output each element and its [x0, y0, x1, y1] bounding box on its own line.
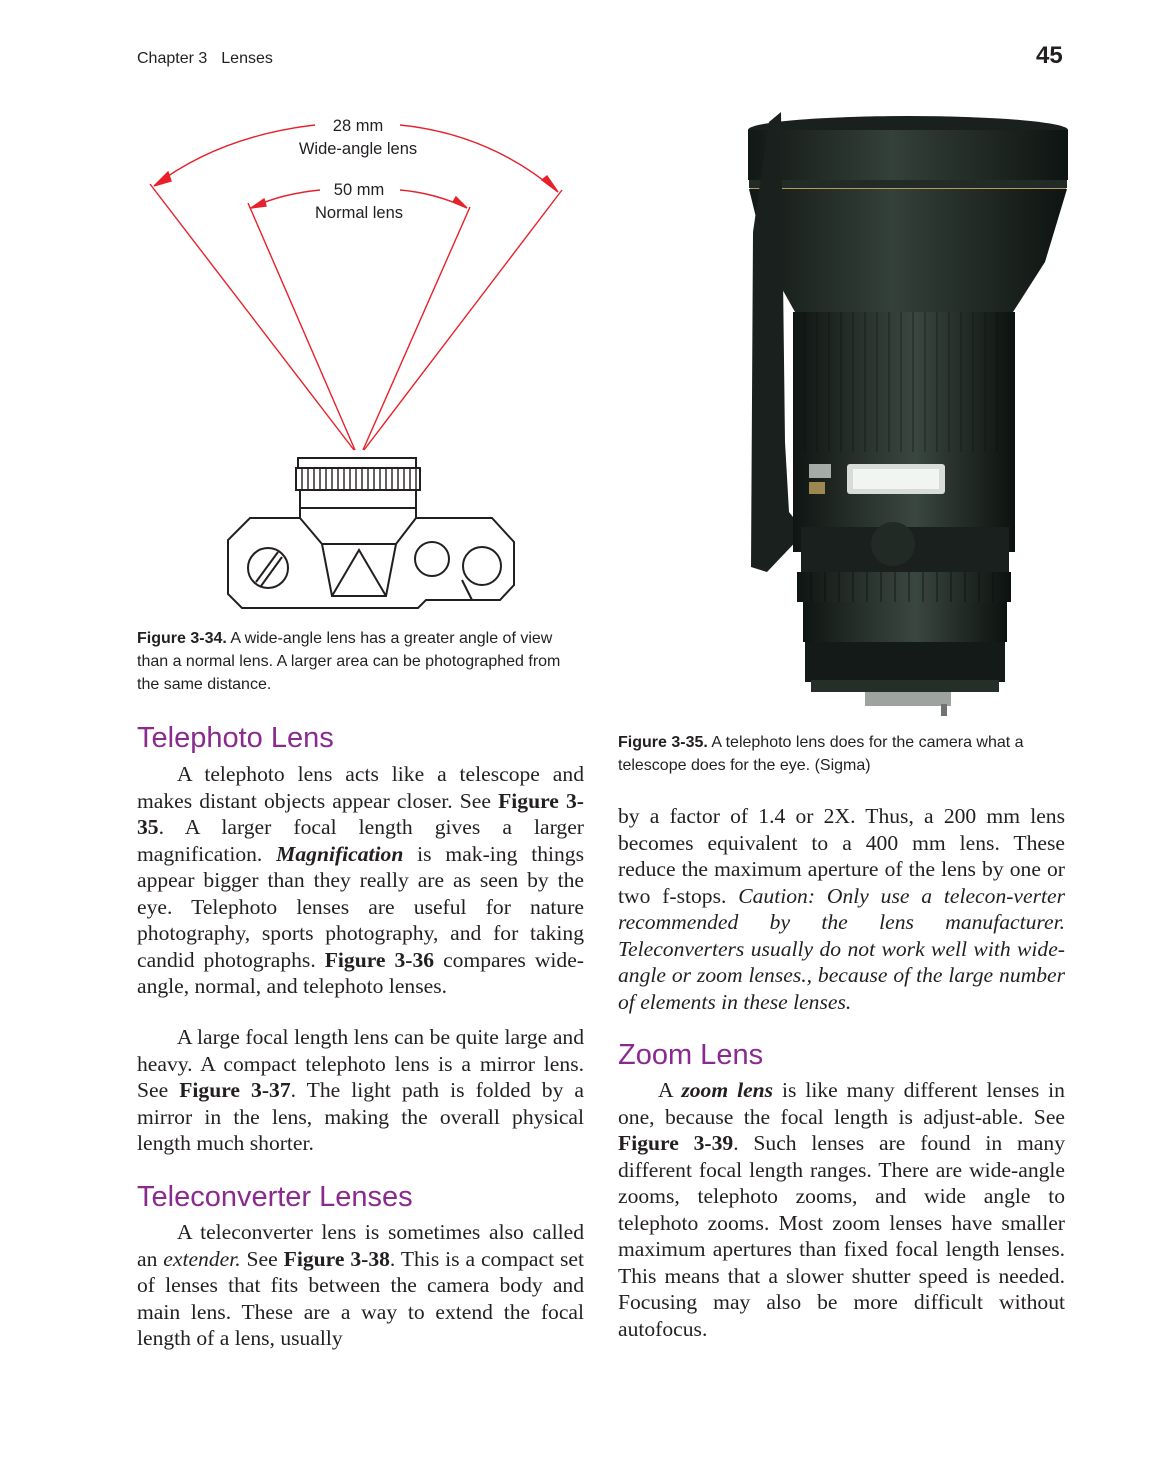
figure-reference: Figure 3-35	[137, 788, 584, 839]
caution-note: Caution: Only use a telecon-verter recommended by the lens manufacturer. Teleconverters usually do not work well with wide-angle or zoom lenses., because of the large number of elements in these lenses.	[618, 883, 1065, 1014]
telephoto-paragraph-1	[137, 761, 584, 1000]
key-term: Magnification	[276, 841, 404, 866]
text-run: A	[658, 1078, 682, 1102]
text-run: . The light path is folded by a mirror in the lens, making the overall physical length much shorter.	[137, 1078, 584, 1155]
telephoto-heading: Telephoto Lens	[137, 722, 334, 754]
section-label: Lenses	[221, 50, 273, 67]
text-run: . This is a compact set of lenses that fits between the camera body and main lens. These are a way to extend the focal length of a lens, usually	[137, 1246, 584, 1350]
text-run: is mak-ing things appear bigger than they really are as seen by the eye. Telephoto lenses are useful for nature photography, sports photography, and for taking candid photographs.	[137, 841, 584, 972]
text-run: by a factor of 1.4 or 2X. Thus, a 200 mm lens becomes equivalent to a 400 mm lens. These reduce the maximum aperture of the lens by one or two f-stops.	[618, 804, 1065, 908]
figure-3-35-text: A telephoto lens does for the camera what a telescope does for the eye. (Sigma)	[618, 734, 1024, 774]
figure-3-34-text: A wide-angle lens has a greater angle of view than a normal lens. A larger area can be photographed from the same distance.	[137, 630, 561, 693]
normal-field-lines	[248, 190, 470, 450]
page-number: 45	[1036, 42, 1063, 69]
text-run: A large focal length lens can be quite large and heavy. A compact telephoto lens is a mirror lens. See	[137, 1025, 584, 1102]
normal-focal-label: 50 mm	[333, 181, 385, 199]
angle-of-view-diagram	[130, 110, 600, 615]
text-run: . Such lenses are found in many different focal length ranges. There are wide-angle zooms, telephoto zooms, and wide angle to telephoto zooms. Most zoom lenses have smaller maximum apertures than fixed focal length lenses. This means that a slower shutter speed is needed. Focusing may also be more difficult without autofocus.	[618, 1131, 1065, 1341]
figure-3-34-caption	[137, 627, 587, 696]
text-run: compares wide-angle, normal, and telephoto lenses.	[137, 947, 584, 998]
key-term: extender.	[163, 1246, 241, 1271]
text-run: A telephoto lens acts like a telescope and makes distant objects appear closer. See	[137, 762, 584, 813]
text-run: A teleconverter lens is sometimes also called an	[137, 1220, 584, 1271]
figure-3-35-caption	[618, 731, 1068, 777]
text-run: See	[240, 1246, 284, 1271]
wide-angle-focal-label: 28 mm	[332, 117, 384, 135]
zoom-heading: Zoom Lens	[618, 1039, 764, 1071]
running-head	[137, 50, 273, 68]
key-term: zoom lens	[681, 1078, 774, 1102]
wide-angle-name-label: Wide-angle lens	[298, 140, 418, 158]
figure-reference: Figure 3-39	[618, 1131, 734, 1155]
camera-top-view	[228, 458, 514, 608]
telephoto-paragraph-2	[137, 1024, 584, 1157]
chapter-label: Chapter 3	[137, 50, 208, 67]
text-run: . A larger focal length gives a larger magnification.	[137, 815, 584, 866]
teleconverter-paragraph-1	[137, 1219, 584, 1352]
figure-3-35-label: Figure 3-35.	[618, 734, 708, 751]
figure-reference: Figure 3-37	[179, 1078, 291, 1102]
zoom-paragraph-1	[618, 1077, 1065, 1342]
teleconverter-heading: Teleconverter Lenses	[137, 1181, 413, 1213]
teleconverter-paragraph-2	[618, 803, 1065, 1015]
figure-reference: Figure 3-36	[324, 947, 435, 972]
figure-reference: Figure 3-38	[283, 1246, 390, 1271]
figure-3-34-label: Figure 3-34.	[137, 630, 227, 647]
normal-name-label: Normal lens	[314, 204, 404, 222]
text-run: is like many different lenses in one, because the focal length is adjust-able. See	[618, 1078, 1065, 1129]
wide-angle-field-lines	[150, 125, 562, 450]
telephoto-lens-photo	[745, 112, 1077, 720]
